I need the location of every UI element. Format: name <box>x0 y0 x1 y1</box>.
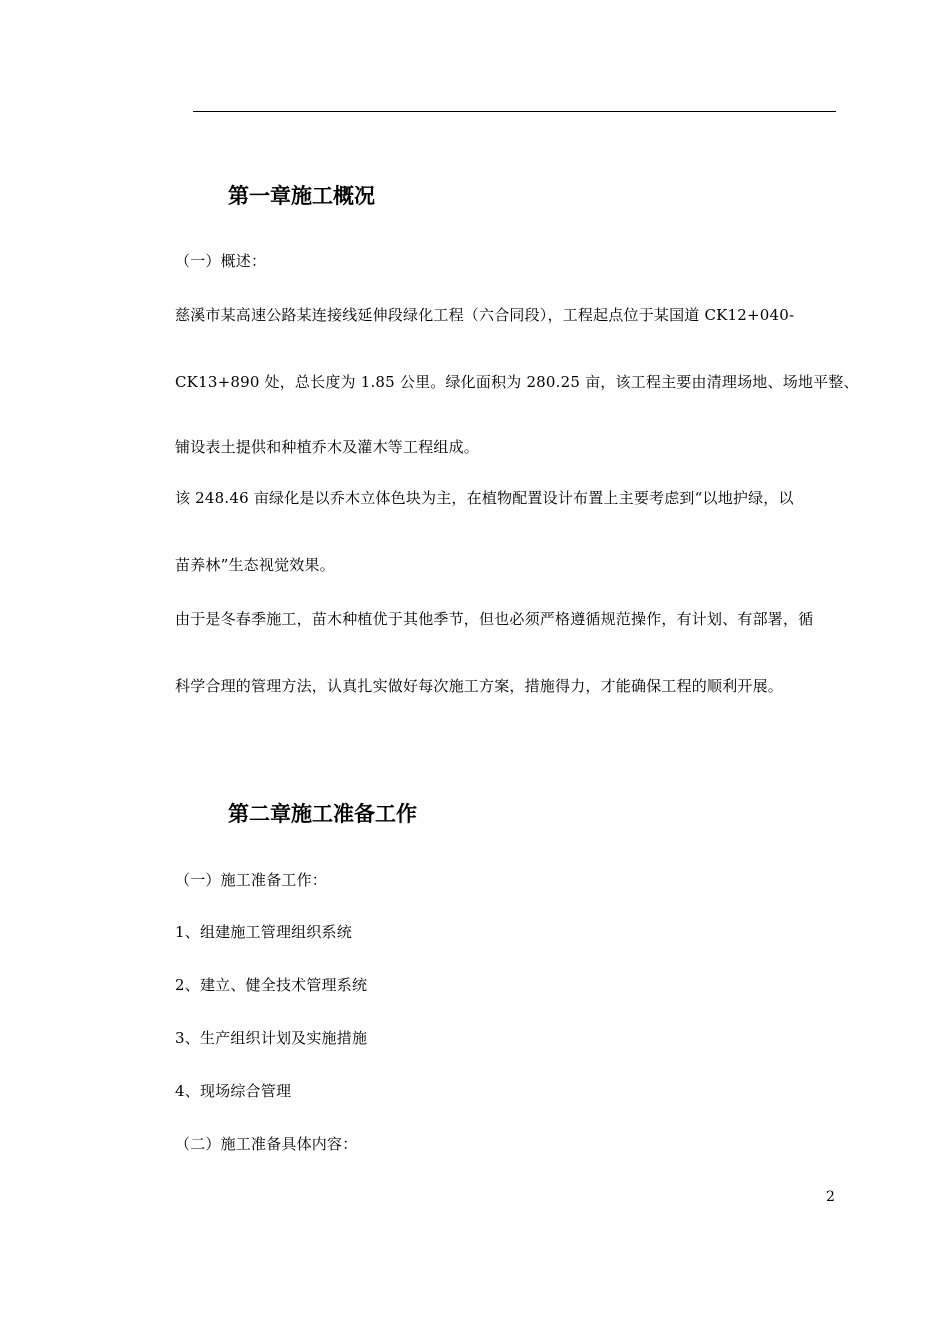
chapter1-para1-line1: 慈溪市某高速公路某连接线延伸段绿化工程（六合同段），工程起点位于某国道 CK12+040- <box>175 306 795 324</box>
chapter2-section2-heading: （二）施工准备具体内容： <box>175 1135 358 1153</box>
chapter1-para1-line3: 铺设表土提供和种植乔木及灌木等工程组成。 <box>175 438 480 456</box>
chapter1-para2-line2: 苗养林”生态视觉效果。 <box>175 556 335 574</box>
chapter1-title: 第一章施工概况 <box>228 183 375 208</box>
chapter1-para3-line1: 由于是冬春季施工，苗木种植优于其他季节，但也必须严格遵循规范操作，有计划、有部署，循 <box>175 610 814 628</box>
chapter1-section1-heading: （一）概述： <box>175 252 267 270</box>
chapter2-title: 第二章施工准备工作 <box>228 801 417 826</box>
header-rule <box>193 111 836 112</box>
chapter1-para3-line2: 科学合理的管理方法，认真扎实做好每次施工方案，措施得力，才能确保工程的顺利开展。 <box>175 677 784 695</box>
chapter2-section1-heading: （一）施工准备工作： <box>175 871 328 889</box>
chapter1-para1-line2: CK13+890 处，总长度为 1.85 公里。绿化面积为 280.25 亩，该工程主要由清理场地、场地平整、 <box>175 373 859 391</box>
chapter2-item-1: 1、组建施工管理组织系统 <box>175 923 352 941</box>
page-number: 2 <box>826 1189 835 1205</box>
chapter2-item-4: 4、现场综合管理 <box>175 1082 292 1100</box>
chapter1-para2-line1: 该 248.46 亩绿化是以乔木立体色块为主，在植物配置设计布置上主要考虑到“以地护绿，以 <box>175 489 794 507</box>
chapter2-item-3: 3、生产组织计划及实施措施 <box>175 1029 368 1047</box>
chapter2-item-2: 2、建立、健全技术管理系统 <box>175 976 368 994</box>
